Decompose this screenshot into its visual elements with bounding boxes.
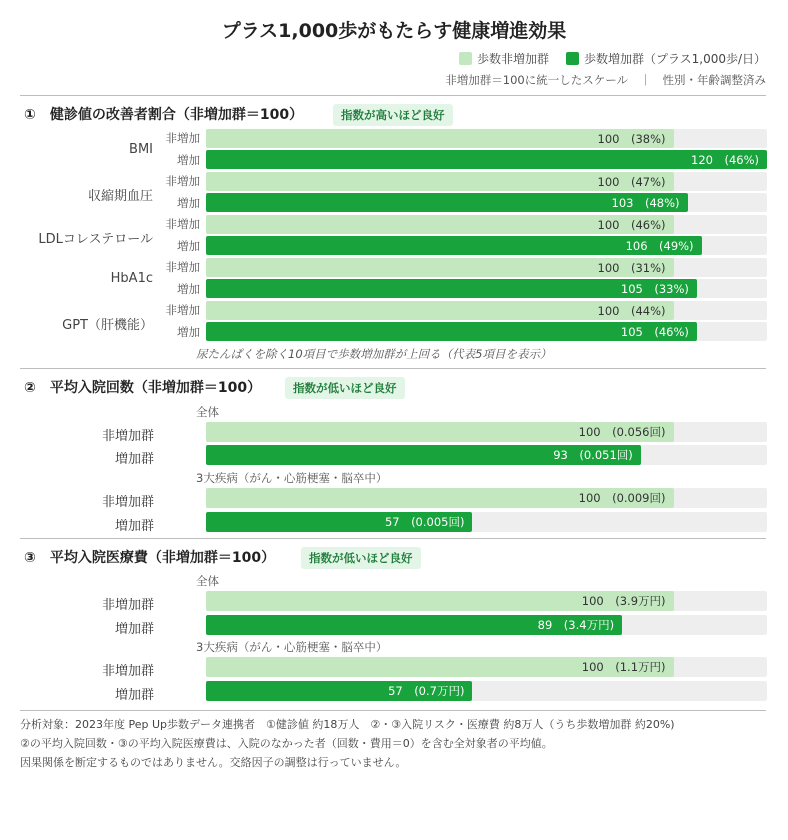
bar-value-label: 93 (0.051回)	[553, 448, 633, 462]
bar-value-label: 100 (47%)	[597, 174, 666, 189]
bar	[206, 445, 641, 465]
row-label: 増加群	[114, 688, 154, 703]
bar-value-label: 100 (38%)	[597, 131, 666, 146]
divider	[20, 95, 766, 96]
row-label: 非増加	[165, 174, 200, 188]
bar-value-label: 103 (48%)	[611, 195, 680, 210]
bar-track	[206, 215, 767, 234]
section-1-note: 尿たんぱくを除く10項目で歩数増加群が上回る（代表5項目を表示）	[196, 347, 552, 361]
bar-track	[206, 279, 767, 298]
bar-value-label: 106 (49%)	[625, 238, 694, 253]
bar-track	[206, 591, 767, 611]
bar-track	[206, 615, 767, 635]
row-label: 非増加群	[101, 429, 154, 444]
bar-track	[206, 681, 767, 701]
row-label: 非増加群	[101, 664, 154, 679]
bar	[206, 279, 697, 298]
row-label: 増加群	[114, 452, 154, 467]
bar	[206, 129, 674, 148]
section-3-badge: 指数が低いほど良好	[301, 547, 421, 569]
bar-track	[206, 422, 767, 442]
section-2-badge: 指数が低いほど良好	[285, 377, 405, 399]
section-3-title: ③ 平均入院医療費（非増加群＝100）	[24, 550, 276, 566]
bar-value-label: 100 (46%)	[597, 217, 666, 232]
bar-value-label: 100 (3.9万円)	[581, 594, 666, 608]
group-label: 全体	[196, 405, 219, 419]
bar-value-label: 120 (46%)	[691, 152, 759, 167]
row-label: 非増加群	[101, 598, 154, 613]
bar-value-label: 100 (0.056回)	[578, 425, 666, 439]
legend-non-increase	[459, 50, 549, 67]
row-label: 増加	[177, 153, 200, 167]
bar	[206, 488, 674, 508]
bar-value-label: 105 (46%)	[620, 324, 689, 339]
group-label: 3大疾病（がん・心筋梗塞・脳卒中）	[196, 471, 388, 485]
legend-label-increase: 歩数増加群（プラス1,000歩/日）	[584, 52, 767, 66]
row-label: 増加	[177, 325, 200, 339]
row-label: 非増加	[165, 303, 200, 317]
footnote: ②の平均入院回数・③の平均入院医療費は、入院のなかった者（回数・費用＝0）を含む全対象者の平均値。	[20, 737, 553, 750]
bar-track	[206, 129, 767, 148]
bar-value-label: 89 (3.4万円)	[537, 618, 615, 632]
bar	[206, 422, 674, 442]
legend-label-non-increase: 歩数非増加群	[477, 52, 550, 66]
bar-value-label: 100 (31%)	[597, 260, 666, 275]
row-label: 増加	[177, 282, 200, 296]
bar	[206, 322, 697, 341]
bar-track	[206, 512, 767, 532]
row-label: 増加	[177, 239, 200, 253]
metric-label: GPT（肝機能）	[62, 318, 153, 333]
row-label: 非増加	[165, 260, 200, 274]
bar	[206, 193, 688, 212]
footnote: 分析対象：2023年度 Pep Up歩数データ連携者 ①健診値 約18万人 ②・③入院リスク・医療費 約8万人（うち歩数増加群 約20%)	[20, 718, 675, 731]
bar-value-label: 100 (1.1万円)	[581, 660, 666, 674]
bar-value-label: 105 (33%)	[620, 281, 689, 296]
bar	[206, 591, 674, 611]
bar	[206, 258, 674, 277]
footnote: 因果関係を断定するものではありません。交絡因子の調整は行っていません。	[20, 756, 407, 769]
legend-swatch-light	[459, 52, 472, 65]
group-label: 3大疾病（がん・心筋梗塞・脳卒中）	[196, 640, 388, 654]
bar	[206, 681, 472, 701]
metric-label: BMI	[129, 142, 153, 157]
bar-track	[206, 445, 767, 465]
bar-value-label: 57 (0.7万円)	[388, 684, 465, 698]
bar-value-label: 57 (0.005回)	[384, 515, 465, 529]
section-2-title: ② 平均入院回数（非増加群＝100）	[24, 380, 262, 396]
row-label: 増加	[177, 196, 200, 210]
bar-track	[206, 301, 767, 320]
bar	[206, 657, 674, 677]
row-label: 増加群	[114, 519, 154, 534]
metric-label: HbA1c	[110, 271, 153, 286]
section-1-badge: 指数が高いほど良好	[333, 104, 453, 126]
chart-title: プラス1,000歩がもたらす健康増進効果	[221, 20, 567, 42]
divider	[20, 710, 766, 711]
bar-track	[206, 488, 767, 508]
bar	[206, 301, 674, 320]
row-label: 非増加群	[101, 495, 154, 510]
scale-note: 非増加群＝100に統一したスケール ｜ 性別・年齢調整済み	[445, 73, 766, 87]
legend-swatch-dark	[566, 52, 579, 65]
bar-track	[206, 258, 767, 277]
legend-increase	[566, 50, 766, 67]
bar-track	[206, 657, 767, 677]
bar	[206, 236, 702, 255]
bar-track	[206, 150, 767, 169]
section-1-title: ① 健診値の改善者割合（非増加群＝100）	[24, 107, 304, 123]
bar	[206, 150, 767, 169]
bar	[206, 512, 472, 532]
metric-label: LDLコレステロール	[38, 232, 153, 247]
metric-label: 収縮期血圧	[87, 189, 153, 204]
row-label: 非増加	[165, 131, 200, 145]
row-label: 非増加	[165, 217, 200, 231]
bar-value-label: 100 (44%)	[597, 303, 666, 318]
bar-track	[206, 172, 767, 191]
divider	[20, 368, 766, 369]
bar	[206, 172, 674, 191]
bar-track	[206, 193, 767, 212]
bar-value-label: 100 (0.009回)	[578, 491, 666, 505]
divider	[20, 538, 766, 539]
bar-track	[206, 322, 767, 341]
bar	[206, 615, 622, 635]
group-label: 全体	[196, 574, 219, 588]
bar	[206, 215, 674, 234]
row-label: 増加群	[114, 622, 154, 637]
bar-track	[206, 236, 767, 255]
